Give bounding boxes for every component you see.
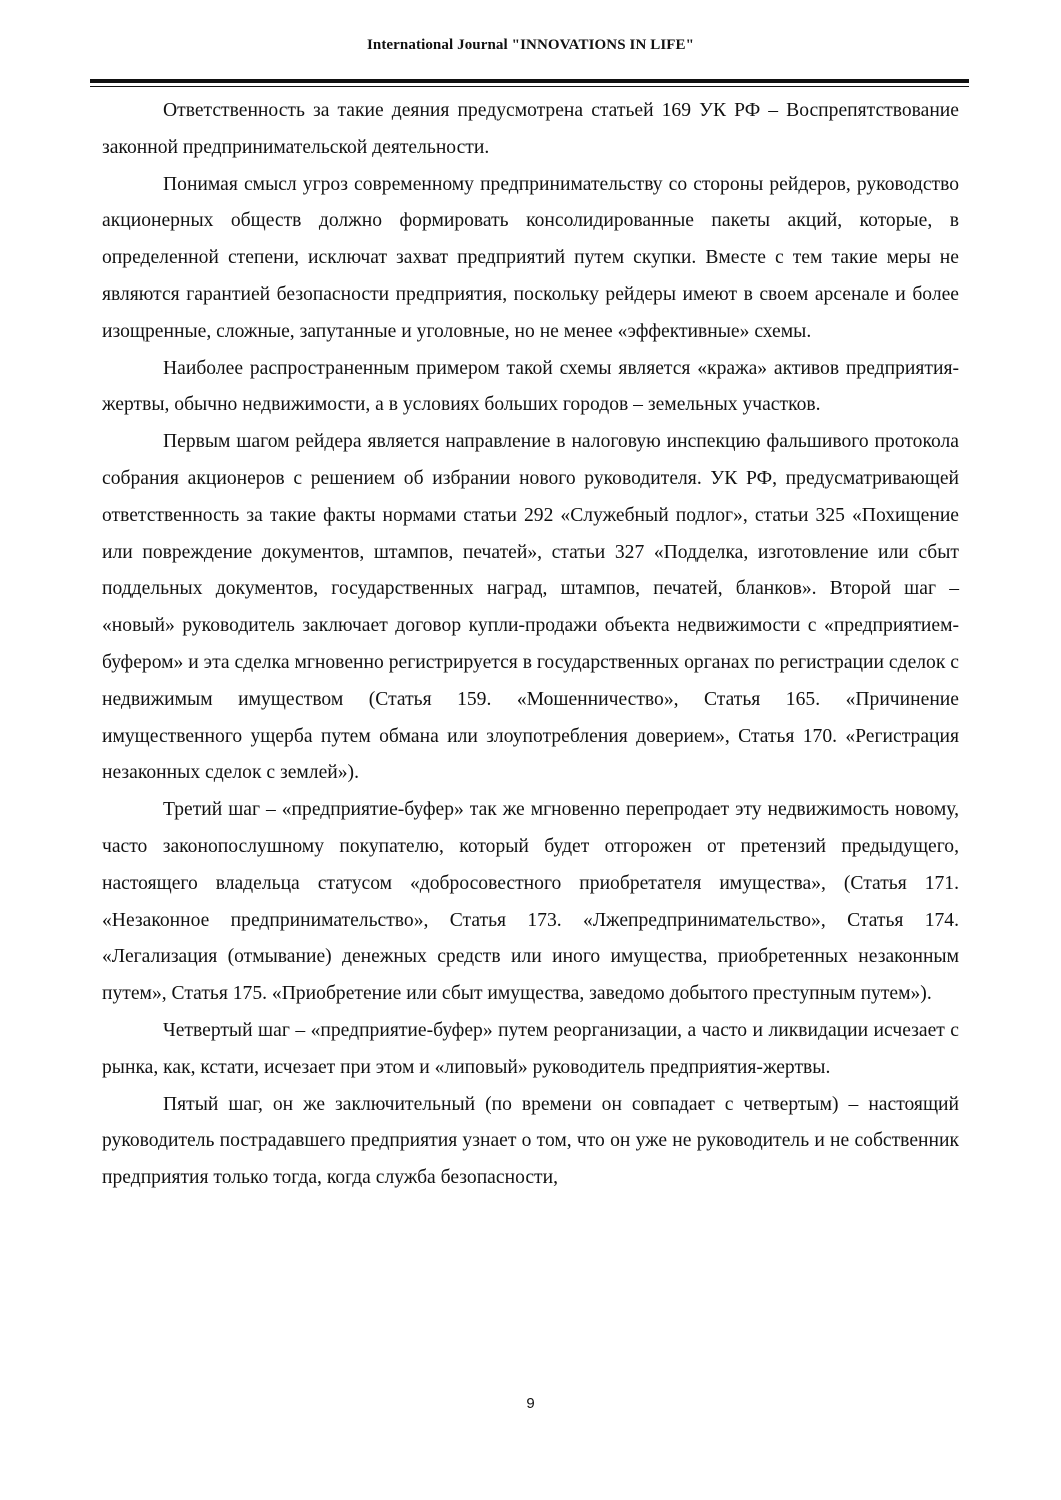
page-number: 9: [526, 1395, 535, 1412]
header-rule-thin: [90, 86, 969, 87]
header-rule-thick: [90, 79, 969, 83]
paragraph-1: Ответственность за такие деяния предусмотрена статьей 169 УК РФ – Воспрепятствование законной предпринимательской деятельности.: [102, 100, 959, 158]
paragraph-2: Понимая смысл угроз современному предпринимательству со стороны рейдеров, руководство акционерных обществ должно формировать консолидированные пакеты акций, которые, в определенной степени, исключат захват предприятий путем скупки. Вместе с тем такие меры не являются гарантией безопасности предприятия, поскольку рейдеры имеют в своем арсенале и более изощренные, сложные, запутанные и уголовные, но не менее «эффективные» схемы.: [102, 173, 959, 342]
article-body: [102, 93, 959, 1197]
journal-header: International Journal "INNOVATIONS IN LIFE": [366, 37, 695, 53]
paragraph-7: Пятый шаг, он же заключительный (по времени он совпадает с четвертым) – настоящий руководитель пострадавшего предприятия узнает о том, что он уже не руководитель и не собственник предприятия только тогда, когда служба безопасности,: [102, 1093, 959, 1189]
paragraph-6: Четвертый шаг – «предприятие-буфер» путем реорганизации, а часто и ликвидации исчезает с рынка, как, кстати, исчезает при этом и «липовый» руководитель предприятия-жертвы.: [102, 1019, 959, 1078]
paragraph-5: Третий шаг – «предприятие-буфер» так же мгновенно перепродает эту недвижимость новому, часто законопослушному покупателю, который будет отгорожен от претензий предыдущего, настоящего владельца статусом «добросовестного приобретателя имущества», (Статья 171. «Незаконное предпринимательство», Статья 173. «Лжепредпринимательство», Статья 174. «Легализация (отмывание) денежных средств или иного имущества, приобретенных незаконным путем», Статья 175. «Приобретение или сбыт имущества, заведомо добытого преступным путем»).: [102, 799, 959, 1005]
paragraph-4: Первым шагом рейдера является направление в налоговую инспекцию фальшивого протокола собрания акционеров с решением об избрании нового руководителя. УК РФ, предусматривающей ответственность за такие факты нормами статьи 292 «Служебный подлог», статьи 325 «Похищение или повреждение документов, штампов, печатей», статьи 327 «Подделка, изготовление или сбыт поддельных документов, государственных наград, штампов, печатей, бланков». Второй шаг – «новый» руководитель заключает договор купли-продажи объекта недвижимости с «предприятием-буфером» и эта сделка мгновенно регистрируется в государственных органах по регистрации сделок с недвижимым имуществом (Статья 159. «Мошенничество», Статья 165. «Причинение имущественного ущерба путем обмана или злоупотребления доверием», Статья 170. «Регистрация незаконных сделок с землей»).: [102, 431, 959, 784]
paragraph-3: Наиболее распространенным примером такой схемы является «кража» активов предприятия-жертвы, обычно недвижимости, а в условиях больших городов – земельных участков.: [102, 357, 959, 416]
